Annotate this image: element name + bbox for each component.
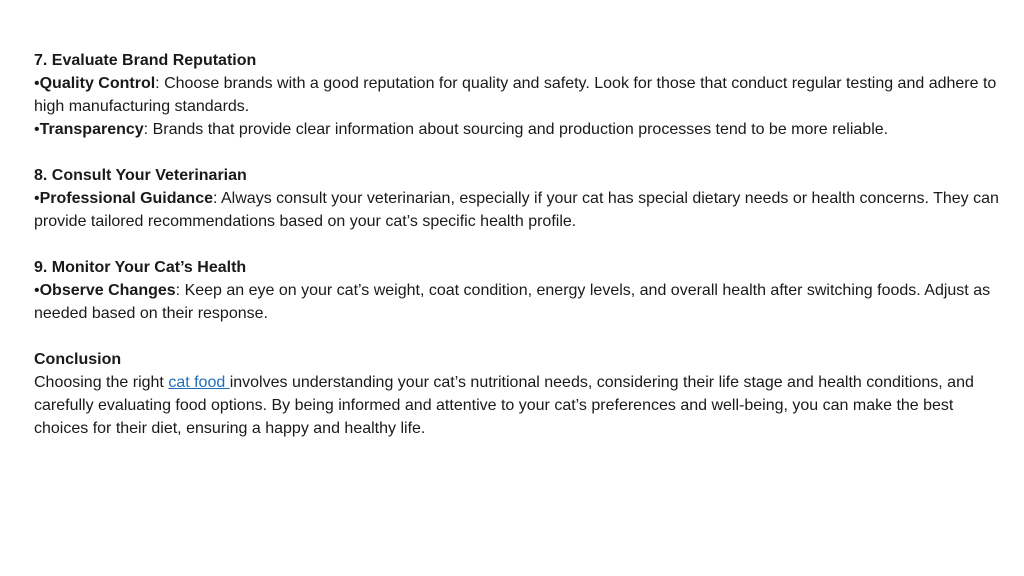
section-conclusion [34, 348, 1004, 440]
bullet-text: : Always consult your veterinarian, especially if your cat has special dietary needs or health concerns. They can provide tailored recommendations based on your cat’s specific health profile. [34, 190, 999, 230]
slide-content [34, 49, 1004, 440]
bullet-marker: • [34, 121, 40, 138]
conclusion-paragraph [34, 371, 1004, 440]
bullet-term: Quality Control [39, 75, 156, 92]
bullet-item [34, 118, 1004, 141]
section-heading: 7. Evaluate Brand Reputation [34, 52, 257, 69]
conclusion-text-before: Choosing the right [34, 374, 169, 391]
bullet-marker: • [34, 190, 40, 207]
bullet-item [34, 279, 1004, 325]
cat-food-link[interactable]: cat food [168, 374, 230, 391]
bullet-item [34, 187, 1004, 233]
spacer [34, 141, 1004, 164]
spacer [34, 233, 1004, 256]
bullet-term: Transparency [39, 121, 144, 138]
section-consult-veterinarian [34, 164, 1004, 233]
conclusion-text-after: involves understanding your cat’s nutritional needs, considering their life stage and health conditions, and carefully evaluating food options. By being informed and attentive to your cat’s preferences and well-being, you can make the best choices for their diet, ensuring a happy and healthy life. [34, 374, 974, 437]
section-heading: 9. Monitor Your Cat’s Health [34, 259, 247, 276]
bullet-marker: • [34, 75, 40, 92]
bullet-term: Professional Guidance [39, 190, 213, 207]
spacer [34, 325, 1004, 348]
bullet-text: : Choose brands with a good reputation for quality and safety. Look for those that conduct regular testing and adhere to high manufacturing standards. [34, 75, 997, 115]
section-monitor-health [34, 256, 1004, 325]
section-heading: 8. Consult Your Veterinarian [34, 167, 247, 184]
bullet-marker: • [34, 282, 40, 299]
section-brand-reputation [34, 49, 1004, 141]
bullet-text: : Brands that provide clear information about sourcing and production processes tend to be more reliable. [143, 121, 889, 138]
conclusion-heading: Conclusion [34, 351, 122, 368]
bullet-item [34, 72, 1004, 118]
bullet-text: : Keep an eye on your cat’s weight, coat condition, energy levels, and overall health after switching foods. Adjust as needed based on their response. [34, 282, 991, 322]
bullet-term: Observe Changes [39, 282, 176, 299]
